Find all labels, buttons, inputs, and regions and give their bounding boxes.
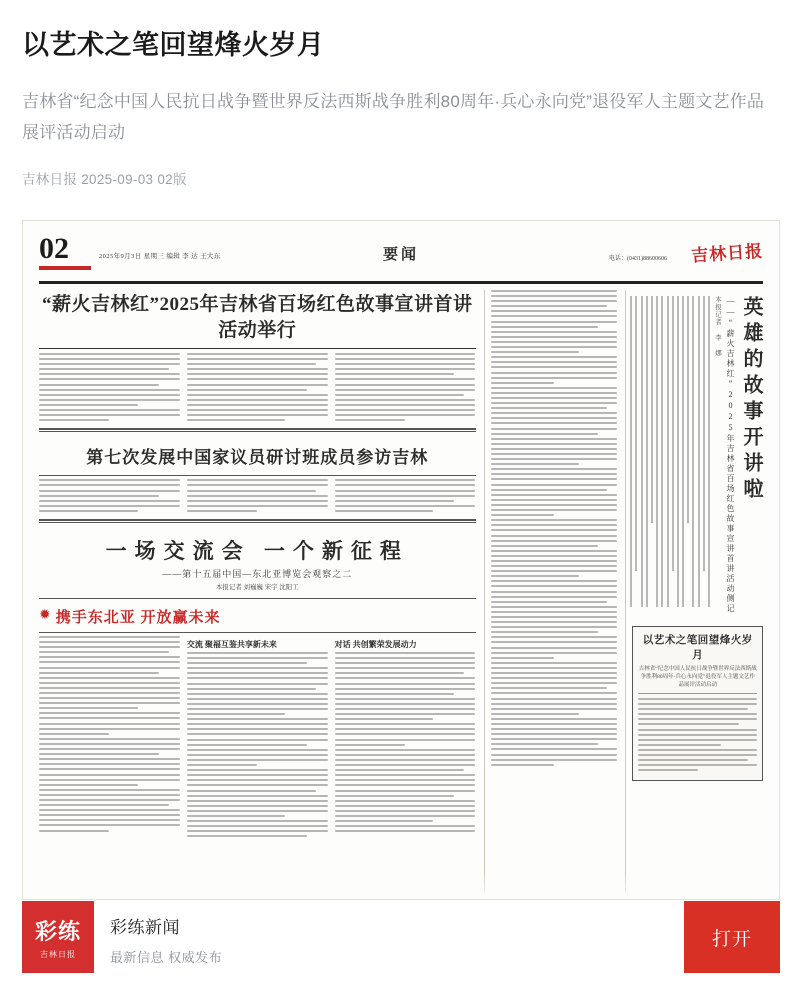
- second-article-body: [39, 479, 476, 515]
- flower-icon: ✹: [39, 608, 51, 624]
- vertical-headline: 英雄的故事开讲啦: [740, 296, 762, 504]
- newspaper-page-image[interactable]: [22, 220, 780, 900]
- featured-article-box[interactable]: [632, 626, 763, 781]
- newspaper-masthead-strip: [39, 232, 764, 279]
- banner-headline: 携手东北亚 开放赢未来: [55, 609, 221, 626]
- middle-column: [484, 290, 618, 894]
- banner-headline-row: [39, 602, 476, 629]
- text-block: [39, 353, 180, 421]
- newspaper-content: [23, 221, 779, 899]
- masthead-logo: 吉林日报: [690, 241, 764, 266]
- article-header: [0, 0, 802, 188]
- article-subheadline: 吉林省“纪念中国人民抗日战争暨世界反法西斯战争胜利80周年·兵心永向党”退役军人主题文艺作品展评活动启动: [22, 92, 765, 142]
- text-block: [39, 479, 180, 512]
- newspaper-columns: [39, 290, 763, 894]
- second-headline: 第七次发展中国家议员研讨班成员参访吉林: [86, 448, 429, 468]
- text-block: [187, 353, 328, 421]
- text-block: [335, 479, 476, 512]
- banner-rule: [39, 632, 476, 633]
- third-headline-rule: [39, 598, 476, 599]
- section-divider: [39, 519, 476, 523]
- app-promo-texts: [94, 901, 684, 973]
- featured-article-title: 以艺术之笔回望烽火岁月: [642, 635, 753, 661]
- third-subheadline: ——第十五届中国—东北亚博览会观察之二: [162, 568, 353, 579]
- third-byline: 本报记者 刘巍巍 宋宇 沈阳工: [215, 583, 299, 591]
- dateline: 2025年9月3日 星期三 编辑 李 达 王大东: [99, 253, 221, 260]
- app-promo-bar: [22, 901, 780, 973]
- second-headline-rule: [39, 475, 476, 476]
- text-block: [638, 698, 757, 771]
- lead-headline: “薪火吉林红”2025年吉林省百场红色故事宣讲首讲活动举行: [41, 294, 473, 341]
- text-block: [187, 652, 328, 837]
- page-fade-overlay: [23, 873, 779, 899]
- right-column: [625, 290, 763, 894]
- section-name: 要闻: [382, 247, 420, 263]
- vertical-byline: 本报记者 李 娜: [714, 296, 721, 357]
- app-logo: [22, 901, 94, 973]
- open-app-button[interactable]: 打开: [684, 901, 780, 973]
- mid-subhead-2: 对话 共创繁荣发展动力: [334, 639, 417, 649]
- app-logo-subtext: 吉林日报: [40, 949, 76, 959]
- folio-rule: [39, 266, 91, 270]
- vertical-subheadline: ——“薪火吉林红”2025年吉林省百场红色故事宣讲首讲活动侧记: [726, 296, 735, 614]
- lead-article-body: [39, 353, 476, 424]
- third-headline: 一场交流会 一个新征程: [105, 538, 409, 563]
- text-block: [335, 652, 476, 832]
- mid-subhead-1: 交流 聚福互鉴共享新未来: [186, 639, 277, 649]
- vertical-feature: [632, 290, 763, 620]
- text-block: [630, 296, 710, 620]
- app-name: 彩练新闻: [110, 918, 180, 937]
- app-logo-text: 彩练: [34, 918, 81, 944]
- left-section: [39, 290, 476, 894]
- text-block: [187, 479, 328, 512]
- folio-block: [39, 232, 91, 270]
- section-divider: [39, 428, 476, 432]
- contact-phone: 电话：(0431)88600606: [609, 256, 667, 262]
- third-article-body: [39, 636, 476, 840]
- app-tagline: 最新信息 权威发布: [110, 950, 223, 965]
- page-number: 02: [39, 232, 69, 265]
- text-block: [335, 353, 476, 421]
- featured-article-subtitle: 吉林省“纪念中国人民抗日战争暨世界反法西斯战争胜利80周年·兵心永向党”退役军人主题文艺作品展评活动启动: [638, 665, 757, 694]
- text-block: [39, 636, 180, 832]
- masthead-divider: [39, 281, 763, 284]
- page-title: 以艺术之笔回望烽火岁月: [22, 30, 325, 60]
- text-block: [491, 290, 618, 766]
- article-meta: 吉林日报 2025-09-03 02版: [22, 172, 187, 187]
- lead-headline-rule: [39, 348, 476, 349]
